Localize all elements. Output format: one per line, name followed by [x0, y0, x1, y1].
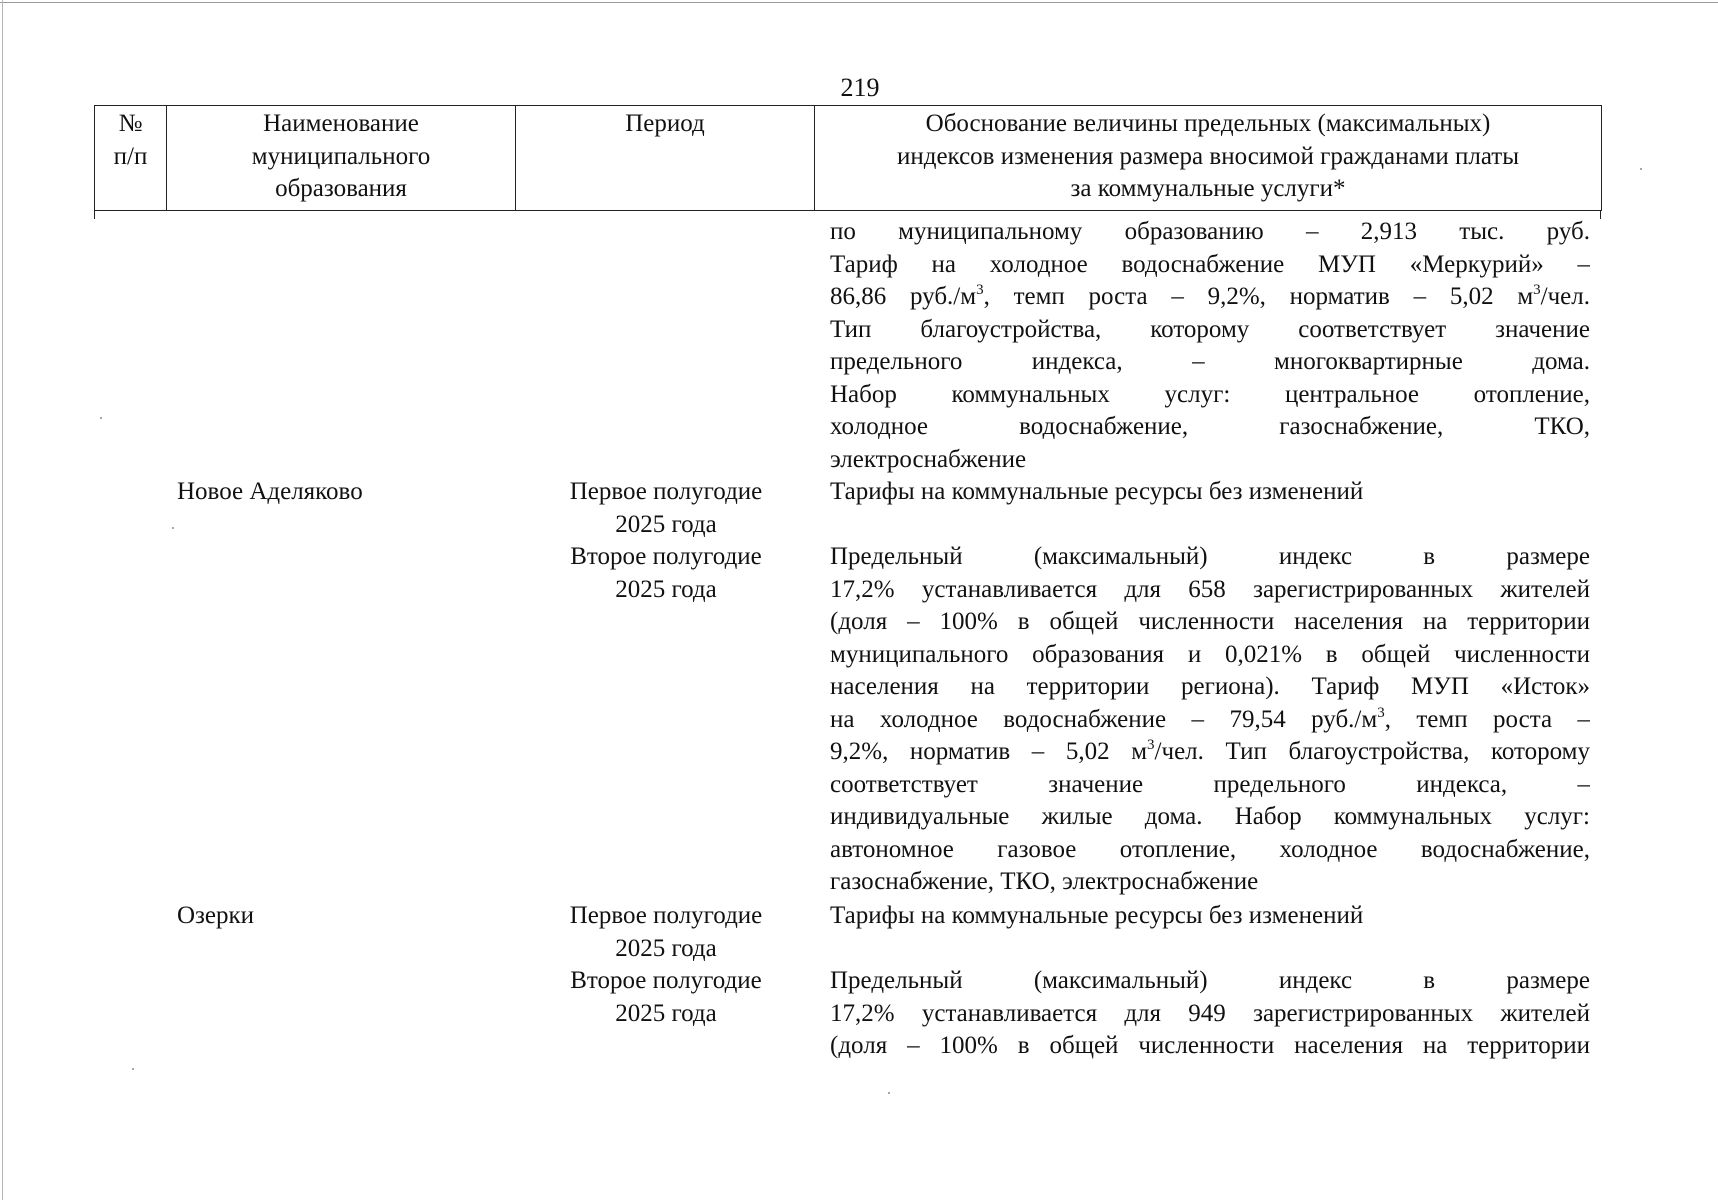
table-border-stub: [94, 211, 95, 219]
basis-continuation: [830, 216, 1590, 476]
basis-line: соответствует значение предельного индекса, –: [830, 770, 1590, 798]
basis-line: 9,2%, норматив – 5,02 $м^3$/чел. Тип благоустройства, которому: [830, 737, 1590, 765]
page-number: 219: [840, 73, 880, 102]
period-label: [518, 476, 814, 541]
header-text: индексов изменения размера вносимой гражданами платы: [896, 142, 1520, 170]
basis-line: (доля – 100% в общей численности населения на территории: [830, 1032, 1590, 1059]
basis-line: по муниципальному образованию – 2,913 тыс. руб.: [830, 218, 1590, 245]
municipality-name: Озерки: [177, 902, 255, 929]
period-text: 2025 года: [615, 999, 717, 1027]
basis-line: холодное водоснабжение, газоснабжение, ТКО,: [830, 413, 1590, 440]
basis-line: 17,2% устанавливается для 658 зарегистрированных жителей: [830, 575, 1590, 603]
scan-edge-left: [2, 0, 3, 1200]
header-cell-municipality: [167, 106, 516, 210]
basis-line: индивидуальные жилые дома. Набор коммунальных услуг:: [830, 803, 1590, 830]
superscript: 3: [1377, 704, 1385, 721]
period-label: [518, 965, 814, 1030]
period-text: 2025 года: [615, 575, 717, 603]
header-text: за коммунальные услуги*: [1070, 175, 1346, 202]
basis-line: электроснабжение: [830, 445, 1027, 473]
basis-line: муниципального образования и 0,021% в общей численности: [830, 640, 1590, 668]
basis-line: Тарифы на коммунальные ресурсы без изменений: [830, 478, 1364, 505]
header-text: Наименование: [263, 110, 419, 137]
header-cell-basis: [815, 106, 1601, 210]
period-text: 2025 года: [615, 510, 717, 538]
header-text: №: [118, 110, 143, 137]
header-text: образования: [275, 175, 407, 202]
period-label: [518, 900, 814, 965]
scan-speck: [1640, 168, 1642, 170]
superscript: 3: [1533, 282, 1541, 298]
basis-line: на холодное водоснабжение – 79,54 $руб./м^3$, темп роста –: [830, 704, 1590, 733]
table-border-stub: [1600, 211, 1601, 219]
basis-line: предельного индекса, – многоквартирные дома.: [830, 348, 1590, 375]
basis-line: (доля – 100% в общей численности населения на территории: [830, 608, 1590, 635]
basis-line: автономное газовое отопление, холодное водоснабжение,: [830, 835, 1590, 863]
header-text: Обоснование величины предельных (максимальных): [925, 110, 1491, 137]
basis-line: Набор коммунальных услуг: центральное отопление,: [830, 380, 1590, 408]
basis-line: газоснабжение, ТКО, электроснабжение: [830, 868, 1259, 895]
basis-line: Предельный (максимальный) индекс в размере: [830, 543, 1590, 570]
header-cell-period: [516, 106, 815, 210]
basis-line: 17,2% устанавливается для 949 зарегистрированных жителей: [830, 999, 1590, 1027]
period-label: [518, 541, 814, 606]
header-text: Период: [625, 110, 705, 137]
period-text: 2025 года: [615, 934, 717, 962]
period-text: Первое полугодие: [569, 478, 763, 505]
municipality-name: Новое Аделяково: [177, 478, 363, 505]
basis-text: [830, 476, 1590, 509]
header-cell-number: [95, 106, 167, 210]
table-header: [94, 105, 1602, 211]
period-text: Второе полугодие: [570, 967, 762, 994]
scan-edge-top: [0, 2, 1718, 3]
basis-text: [830, 900, 1590, 933]
period-text: Второе полугодие: [570, 543, 762, 570]
header-text: п/п: [113, 142, 148, 170]
header-text: муниципального: [251, 142, 431, 170]
basis-text: [830, 965, 1590, 1063]
basis-line: 86,86 $руб./м^3$, темп роста – 9,2%, норматив – 5,02 $м^3$/чел.: [830, 282, 1590, 310]
basis-line: Предельный (максимальный) индекс в размере: [830, 967, 1590, 994]
basis-text: [830, 541, 1590, 899]
basis-line: Тариф на холодное водоснабжение МУП «Меркурий» –: [830, 250, 1590, 278]
period-text: Первое полугодие: [569, 902, 763, 929]
basis-line: населения на территории региона). Тариф МУП «Исток»: [830, 673, 1590, 700]
superscript: 3: [976, 282, 984, 298]
basis-line: Тарифы на коммунальные ресурсы без изменений: [830, 902, 1364, 929]
basis-line: Тип благоустройства, которому соответствует значение: [830, 315, 1590, 343]
superscript: 3: [1147, 737, 1155, 753]
